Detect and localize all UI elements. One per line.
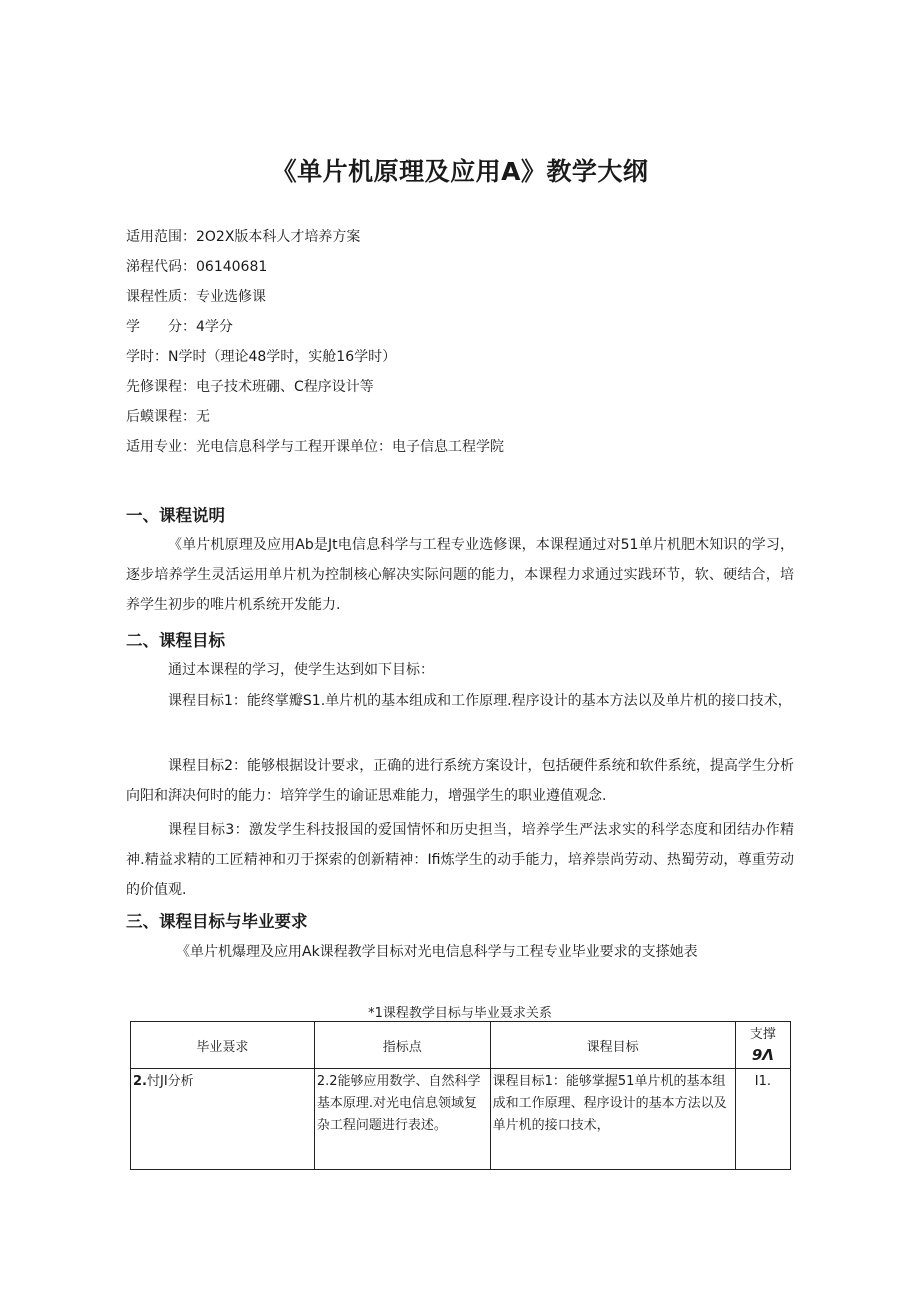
header-support-line2: 9Λ bbox=[751, 1046, 774, 1064]
header-requirement: 毕业聂求 bbox=[131, 1022, 315, 1069]
cell-indicator: 2.2能够应用数学、自然科学基本原理.对光电信息领域复杂工程问题进行表述。 bbox=[314, 1069, 490, 1170]
section-2-heading: 二、课程目标 bbox=[126, 631, 225, 650]
meta-course-nature: 课程性质：专业选修课 bbox=[126, 289, 266, 305]
cell-objective: 课程目标1：能够掌握51单片机的基本组成和工作原理、程序设计的基本方法以及单片机的接口技术， bbox=[490, 1069, 735, 1170]
header-support bbox=[735, 1022, 790, 1069]
table-caption: *1课程教学目标与毕业聂求关系 bbox=[368, 1006, 552, 1021]
meta-follow-up: 后蟆课程：无 bbox=[126, 409, 210, 425]
header-objective: 课程目标 bbox=[490, 1022, 735, 1069]
section-3-intro: 《单片机爆理及应用Ak课程教学目标对光电信息科学与工程专业毕业要求的支搽她表 bbox=[176, 944, 698, 960]
section-1-heading: 一、课程说明 bbox=[126, 506, 225, 525]
header-indicator: 指标点 bbox=[314, 1022, 490, 1069]
meta-prerequisites: 先修课程：电子技术班硼、C程序设计等 bbox=[126, 379, 374, 395]
section-1-paragraph: 《单片机原理及应用Ab是Jt电信息科学与工程专业选修课，本课程通过对51单片机肥木知识的学习，逐步培养学生灵活运用单片机为控制核心解决实际问题的能力，本课程力求通过实践环节，软、硬结合，培养学生初步的唯片机系统开发能力. bbox=[126, 537, 794, 613]
goal-2-paragraph: 课程目标2：能够根据设计要求，正确的进行系统方案设计，包括硬件系统和软件系统，提高学生分析向阳和湃决何时的能力：培笄学生的谕证思难能力，增强学生的职业遵值观念. bbox=[126, 758, 794, 804]
requirement-text: 忖JI分析 bbox=[146, 1074, 194, 1089]
goal-1-paragraph: 课程目标1：能终掌瓣S1.单片机的基本组成和工作原理.程序设计的基本方法以及单片机的接口技术， bbox=[168, 693, 792, 709]
section-2-intro: 通过本课程的学习，使学生达到如下目标： bbox=[168, 662, 434, 678]
meta-hours: 学时：N学时（理论48学时，实舱16学时） bbox=[126, 349, 397, 365]
meta-course-code: 涕程代码：06140681 bbox=[126, 259, 268, 275]
section-3-heading: 三、课程目标与毕业要求 bbox=[126, 912, 308, 931]
document-title: 《单片机原理及应用A》教学大纲 bbox=[271, 157, 649, 186]
table-header-row bbox=[131, 1022, 791, 1069]
header-support-line1: 支撑 bbox=[749, 1027, 776, 1042]
course-meta-list bbox=[126, 226, 504, 466]
requirements-mapping-table bbox=[130, 1021, 791, 1170]
meta-major-and-unit: 适用专业：光电信息科学与工程开课单位：电子信息工程学院 bbox=[126, 439, 504, 455]
cell-support: I1. bbox=[735, 1069, 790, 1170]
meta-scope: 适用范围：2O2X版本科人才培养方案 bbox=[126, 229, 361, 245]
table-row bbox=[131, 1069, 791, 1170]
goal-3-paragraph: 课程目标3：激发学生科技报国的爱国情怀和历史担当，培养学生严法求实的科学态度和团结办作精神.精益求精的工匠精神和刃于探索的创新精神：Ifi炼学生的动手能力，培养崇尚劳动、热蜀劳动，尊重劳动的价值观. bbox=[126, 822, 794, 898]
cell-requirement bbox=[131, 1069, 315, 1170]
requirement-number: 2. bbox=[133, 1074, 147, 1089]
meta-credits: 学 分：4学分 bbox=[126, 319, 233, 335]
